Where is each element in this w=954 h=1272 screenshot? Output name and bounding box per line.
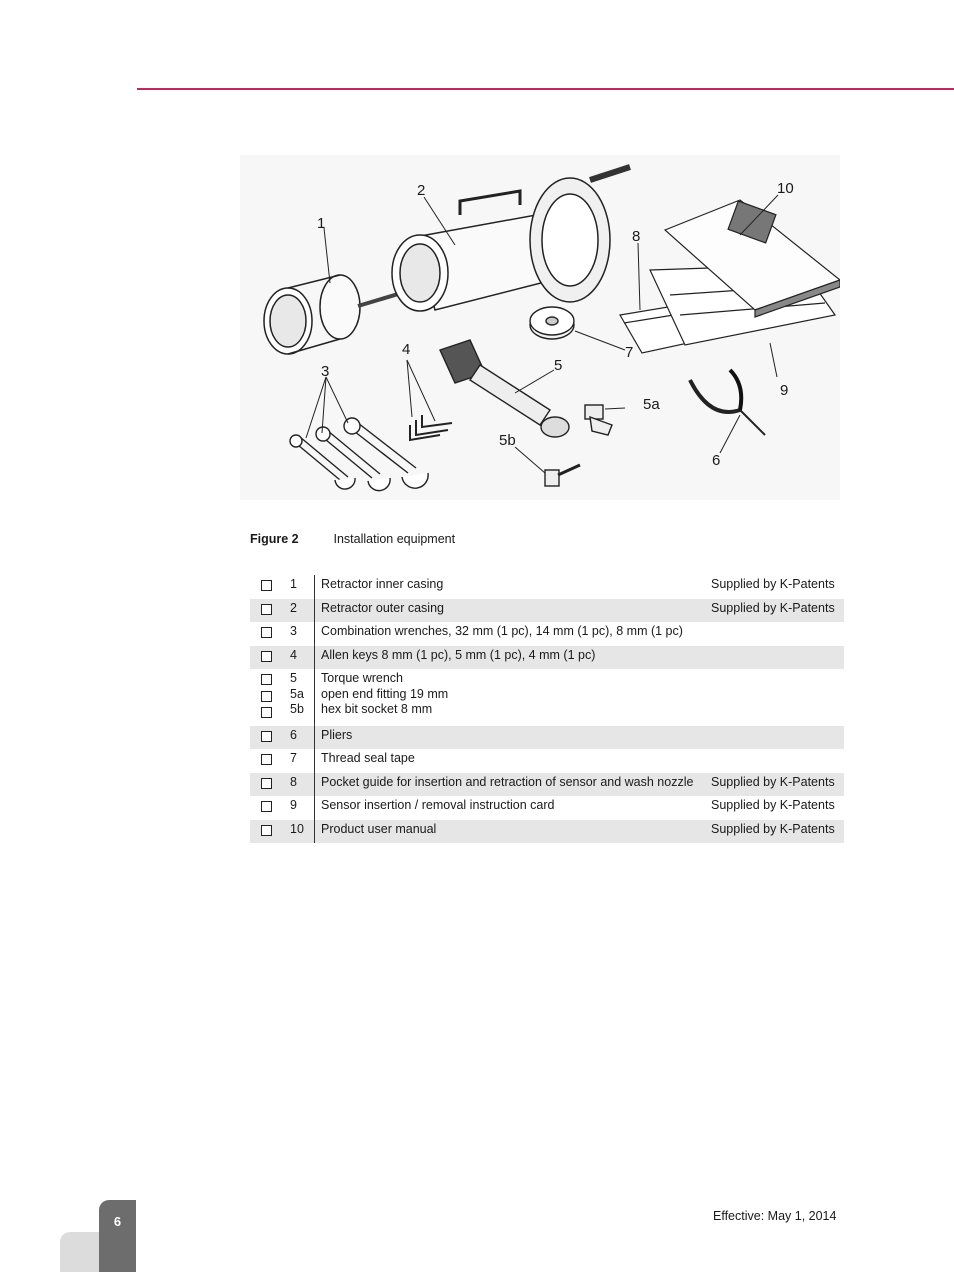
item-description-cell [315, 622, 710, 646]
checkbox-cell [250, 622, 290, 646]
supplier-cell [709, 726, 844, 750]
checklist-row [250, 820, 844, 844]
checklist-row [250, 773, 844, 797]
checkbox-cell [250, 726, 290, 750]
item-description-cell [315, 669, 710, 726]
page-tab [99, 1200, 136, 1272]
checkbox-cell [250, 669, 290, 726]
item-description-cell [315, 575, 710, 599]
item-number: 4 [290, 647, 297, 662]
supplier-cell [709, 749, 844, 773]
item-description: Allen keys 8 mm (1 pc), 5 mm (1 pc), 4 mm (1 pc) [321, 647, 596, 662]
checklist-row [250, 599, 844, 623]
item-description: Torque wrench [321, 671, 403, 685]
item-number: 5 [290, 671, 297, 685]
checkbox[interactable] [261, 707, 272, 718]
supplier-cell: Supplied by K-Patents [709, 820, 844, 844]
checkbox-cell [250, 646, 290, 670]
item-number: 5b [290, 702, 304, 716]
callout-5a: 5a [643, 396, 660, 413]
supplier-cell [709, 669, 844, 726]
supplier-cell: Supplied by K-Patents [709, 773, 844, 797]
callout-10: 10 [777, 180, 794, 197]
checkbox[interactable] [261, 825, 272, 836]
item-description: Sensor insertion / removal instruction card [321, 798, 555, 812]
checkbox-cell [250, 773, 290, 797]
callout-3: 3 [321, 363, 330, 380]
item-description: Product user manual [321, 821, 437, 836]
item-number: 7 [290, 751, 297, 765]
item-description: Pocket guide for insertion and retraction of sensor and wash nozzle [321, 774, 694, 789]
item-description: Combination wrenches, 32 mm (1 pc), 14 mm (1 pc), 8 mm (1 pc) [321, 624, 683, 638]
equipment-checklist [250, 575, 844, 843]
checkbox-cell [250, 599, 290, 623]
supplier-cell [709, 646, 844, 670]
checkbox[interactable] [261, 691, 272, 702]
item-number: 2 [290, 600, 297, 615]
item-number-cell [290, 773, 315, 797]
checkbox[interactable] [261, 731, 272, 742]
checkbox[interactable] [261, 627, 272, 638]
supplier-cell: Supplied by K-Patents [711, 798, 835, 812]
item-number: 3 [290, 624, 297, 638]
effective-date: Effective: May 1, 2014 [713, 1209, 837, 1223]
callout-2: 2 [417, 182, 426, 199]
page-number: 6 [113, 1214, 122, 1229]
checkbox[interactable] [261, 801, 272, 812]
checkbox[interactable] [261, 651, 272, 662]
callout-9: 9 [780, 382, 789, 399]
figure-number: Figure 2 [250, 532, 299, 546]
checkbox-cell [250, 575, 290, 599]
item-description-cell [315, 796, 710, 820]
callout-8: 8 [632, 228, 641, 245]
header-rule [137, 88, 954, 90]
item-description-cell [315, 599, 710, 623]
item-number: 9 [290, 798, 297, 812]
callout-1: 1 [317, 215, 326, 232]
checkbox-cell [250, 796, 290, 820]
item-number-cell [290, 669, 315, 726]
item-description-cell [315, 726, 710, 750]
checkbox[interactable] [261, 604, 272, 615]
item-number: 6 [290, 727, 297, 742]
installation-equipment-figure [240, 155, 840, 500]
callout-4: 4 [402, 341, 411, 358]
checklist-row [250, 796, 844, 820]
checklist-row [250, 646, 844, 670]
callout-5: 5 [554, 357, 563, 374]
checklist-row [250, 669, 844, 726]
item-number: 8 [290, 774, 297, 789]
item-number-cell [290, 796, 315, 820]
figure-caption [250, 532, 455, 546]
checklist-row [250, 726, 844, 750]
thread-seal-tape-drawing [530, 307, 574, 339]
item-number-cell [290, 726, 315, 750]
page-tab-light [60, 1232, 100, 1272]
item-number-cell [290, 622, 315, 646]
item-description: Thread seal tape [321, 751, 415, 765]
item-description-cell [315, 773, 710, 797]
item-description: open end fitting 19 mm [321, 686, 449, 701]
item-description-cell [315, 749, 710, 773]
supplier-cell: Supplied by K-Patents [711, 577, 835, 591]
item-description: Retractor inner casing [321, 577, 444, 591]
checkbox[interactable] [261, 778, 272, 789]
checkbox-cell [250, 820, 290, 844]
checklist-row [250, 622, 844, 646]
checkbox-cell [250, 749, 290, 773]
item-number-cell [290, 749, 315, 773]
callout-5b: 5b [499, 432, 516, 449]
checkbox[interactable] [261, 580, 272, 591]
item-description: Pliers [321, 727, 353, 742]
supplier-cell: Supplied by K-Patents [709, 599, 844, 623]
callout-7: 7 [625, 344, 634, 361]
item-number: 10 [290, 821, 304, 836]
item-number: 1 [290, 577, 297, 591]
item-number-cell [290, 646, 315, 670]
item-number-cell [290, 599, 315, 623]
item-number-cell [290, 575, 315, 599]
item-description-cell [315, 646, 710, 670]
item-number: 5a [290, 686, 304, 701]
checklist-row [250, 749, 844, 773]
checklist-row [250, 575, 844, 599]
item-description: Retractor outer casing [321, 600, 444, 615]
callout-6: 6 [712, 452, 721, 469]
item-description-cell [315, 820, 710, 844]
checkbox[interactable] [261, 754, 272, 765]
checkbox[interactable] [261, 674, 272, 685]
item-number-cell [290, 820, 315, 844]
figure-title: Installation equipment [333, 532, 456, 546]
item-description: hex bit socket 8 mm [321, 702, 433, 716]
supplier-cell [709, 622, 844, 646]
